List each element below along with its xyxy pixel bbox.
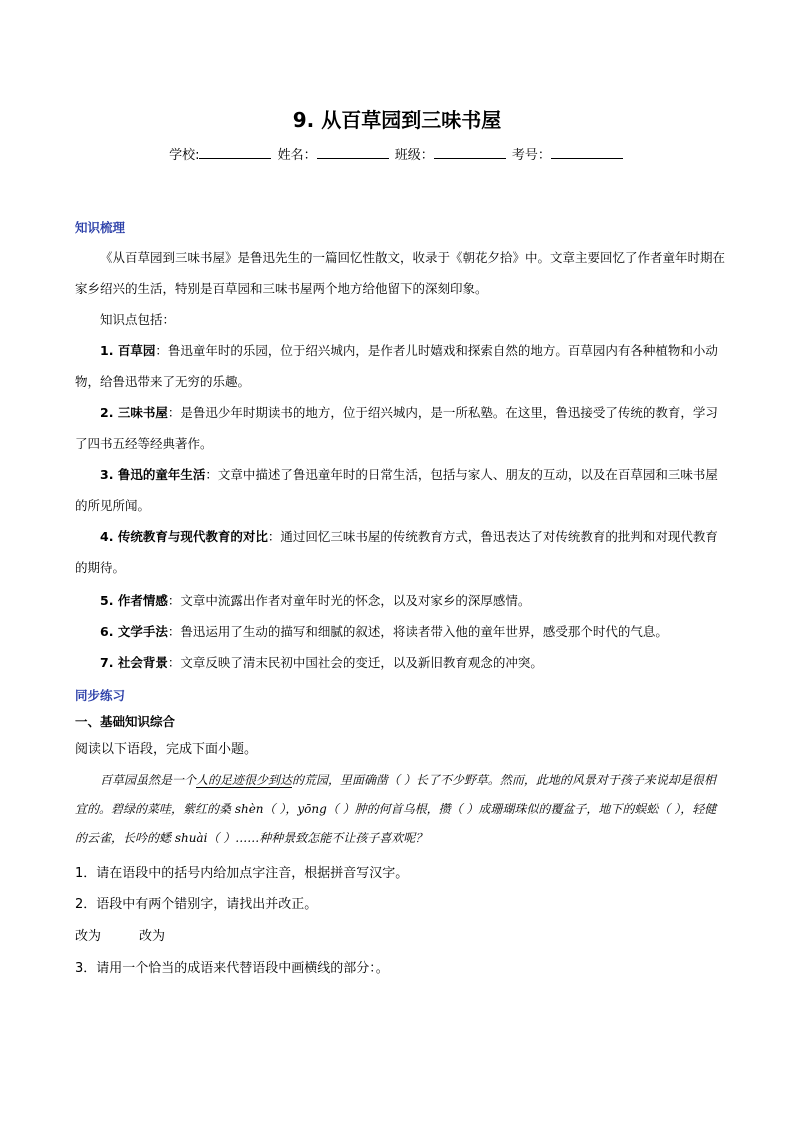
item-text: ：文章中流露出作者对童年时光的怀念，以及对家乡的深厚感情。 xyxy=(167,593,531,608)
class-label: 班级： xyxy=(394,148,434,163)
item-number: 3. xyxy=(100,467,118,482)
knowledge-item-1 xyxy=(75,335,725,397)
name-blank[interactable] xyxy=(317,145,389,159)
page-title: 9. 从百草园到三味书屋 xyxy=(292,108,502,132)
question-2: 2．语段中有两个错别字，请找出并改正。 xyxy=(75,897,318,912)
item-text: ：文章中描述了鲁迅童年时的日常生活，包括与家人、朋友的互动，以及在百草园和三味书屋的所见所闻。 xyxy=(75,467,718,513)
reading-passage xyxy=(75,766,725,853)
item-number: 6. xyxy=(100,624,118,639)
item-text: ：鲁迅运用了生动的描写和细腻的叙述，将读者带入他的童年世界，感受那个时代的气息。 xyxy=(167,624,668,639)
item-text: ：鲁迅童年时的乐园，位于绍兴城内，是作者儿时嬉戏和探索自然的地方。百草园内有各种植物和小动物，给鲁迅带来了无穷的乐趣。 xyxy=(75,343,718,389)
knowledge-intro: 《从百草园到三味书屋》是鲁迅先生的一篇回忆性散文，收录于《朝花夕拾》中。文章主要回忆了作者童年时期在家乡绍兴的生活，特别是百草园和三味书屋两个地方给他留下的深刻印象。 xyxy=(75,250,726,296)
points-label: 知识点包括： xyxy=(100,312,176,327)
reading-instruction: 阅读以下语段，完成下面小题。 xyxy=(75,742,258,757)
passage-underlined-phrase: 人的足迹很少到达 xyxy=(196,773,293,787)
answer-change-to-1: 改为 xyxy=(75,929,102,944)
answer-change-to-2: 改为 xyxy=(139,929,166,944)
item-term: 三味书屋 xyxy=(117,405,168,420)
item-term: 百草园 xyxy=(117,343,156,358)
item-term: 传统教育与现代教育的对比 xyxy=(117,529,268,544)
item-number: 1. xyxy=(100,343,118,358)
question-1: 1．请在语段中的括号内给加点字注音，根据拼音写汉字。 xyxy=(75,866,409,881)
school-blank[interactable] xyxy=(199,145,271,159)
number-blank[interactable] xyxy=(551,145,623,159)
knowledge-item-3 xyxy=(75,459,725,521)
knowledge-item-2 xyxy=(75,397,725,459)
knowledge-heading: 知识梳理 xyxy=(75,220,126,235)
item-term: 社会背景 xyxy=(117,655,168,670)
item-text: ：通过回忆三味书屋的传统教育方式，鲁迅表达了对传统教育的批判和对现代教育的期待。 xyxy=(75,529,718,575)
student-info-line xyxy=(0,144,794,163)
passage-text: 的荒园，里面确凿（ ）长了不少野草。然而，此地的风景对于孩子来说却是很相宜的。碧绿的菜哇，紫红的桑 shèn（ ），yōng（ ）肿的何首乌根，攒（ ）成珊瑚珠似的覆盆子，地下的蜈蚣（ ），轻健的云雀，长吟的蟋 shuài（ ）……种种景致怎能不让孩子喜欢呢？ xyxy=(75,773,717,845)
number-label: 考号： xyxy=(511,148,551,163)
knowledge-item-4 xyxy=(75,521,725,583)
item-term: 作者情感 xyxy=(117,593,168,608)
item-number: 4. xyxy=(100,529,118,544)
item-term: 文学手法 xyxy=(117,624,168,639)
name-label: 姓名： xyxy=(277,148,317,163)
item-term: 鲁迅的童年生活 xyxy=(117,467,206,482)
question-3: 3．请用一个恰当的成语来代替语段中画横线的部分：。 xyxy=(75,961,389,976)
passage-text: 百草园虽然是一个 xyxy=(100,773,197,787)
item-number: 5. xyxy=(100,593,118,608)
question-2-answer-line xyxy=(75,925,165,944)
item-text: ：文章反映了清末民初中国社会的变迁，以及新旧教育观念的冲突。 xyxy=(167,655,543,670)
section-one-heading: 一、基础知识综合 xyxy=(75,714,176,729)
item-number: 2. xyxy=(100,405,118,420)
practice-heading: 同步练习 xyxy=(75,688,126,703)
item-number: 7. xyxy=(100,655,118,670)
item-text: ：是鲁迅少年时期读书的地方，位于绍兴城内，是一所私塾。在这里，鲁迅接受了传统的教育，学习了四书五经等经典著作。 xyxy=(75,405,718,451)
knowledge-item-6 xyxy=(75,616,725,647)
knowledge-item-5 xyxy=(75,585,725,616)
knowledge-item-7 xyxy=(75,647,725,678)
school-label: 学校: xyxy=(169,148,200,163)
class-blank[interactable] xyxy=(434,145,506,159)
